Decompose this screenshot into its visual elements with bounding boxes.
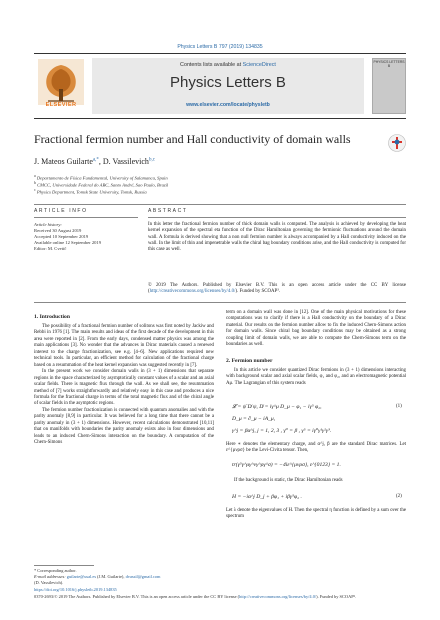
license-prefix: © 2019 The Authors. Published by Elsevier B.V. This is an open access article under the CC BY license ( — [148, 283, 406, 295]
history-heading: Article history: — [34, 222, 62, 227]
info-divider — [34, 217, 138, 218]
abstract-divider — [148, 217, 406, 218]
crossmark-icon[interactable] — [388, 134, 406, 152]
journal-reference[interactable]: Physics Letters B 797 (2019) 134835 — [177, 44, 263, 50]
author-name[interactable]: J. Mateos Guilarte — [34, 157, 93, 166]
section-heading-introduction: 1. Introduction — [34, 314, 70, 320]
abstract-license — [148, 283, 406, 296]
equation-covariant-derivative: D_μ = ∂_μ − iA_μ, — [232, 416, 276, 422]
paragraph: If the background is static, the Dirac Hamiltonian reads — [234, 478, 343, 483]
affiliation-text: CMCC, Universidade Federal do ABC, Santo André, Sao Paulo, Brazil — [37, 182, 169, 188]
affiliation — [34, 188, 147, 195]
copyright-line — [34, 594, 406, 600]
author-name[interactable]: D. Vassilevich — [102, 157, 149, 166]
license-suffix: ). Funded by SCOAP³. — [235, 289, 280, 295]
history-editor: Editor: M. Cvetič — [34, 246, 67, 252]
history-online: Available online 12 September 2019 — [34, 240, 102, 246]
affiliation — [34, 174, 168, 181]
contents-prefix: Contents lists available at — [180, 62, 243, 68]
author-list: J. Mateos Guilarte$^{a,*}$, D. Vassilevich$^{b,c}$ — [34, 157, 155, 166]
abstract-heading: ABSTRACT — [148, 208, 188, 214]
info-top-divider — [34, 204, 406, 205]
elsevier-wordmark: ELSEVIER — [45, 102, 77, 108]
fermion-number-body — [226, 368, 406, 387]
license-link[interactable]: http://creativecommons.org/licenses/by/4.0/ — [239, 594, 317, 599]
cover-title: PHYSICS LETTERS B — [373, 60, 405, 68]
abstract-bottom-divider — [34, 302, 406, 303]
email-label: E-mail addresses: — [34, 573, 67, 579]
paragraph: In the present work we consider domain walls in (3 + 1) dimensions that separate regions in the space characterized by asymptotically constant values of a scalar and an axial scalar fields. There is magnetic flux through the wall. As we shall see, the resummation method of [7] works straightforwardly and relatively easy in this case and produces a nice formula for the fractional charge in terms of the total magnetic flux and of the chiral angle of scalar fields in the asymptotic regions. — [34, 369, 214, 407]
equation-hamiltonian: H = −iα^j D_j + βφ₁ + iβγ⁵φ₂ . — [232, 494, 302, 500]
affiliation-text: Physics Department, Tomsk State University, Tomsk, Russia — [36, 189, 147, 195]
paper-title: Fractional fermion number and Hall conductivity of domain walls — [34, 132, 351, 146]
email-link[interactable]: dvassil@gmail.com — [125, 573, 161, 579]
sciencedirect-link[interactable]: ScienceDirect — [242, 62, 276, 68]
corresponding-author-note: * Corresponding author. — [34, 568, 77, 573]
section-heading-fermion-number: 2. Fermion number — [226, 358, 273, 364]
equation-lagrangian: 𝓛 = ψ̄ D̸ ψ, D̸ = iγ^μ D_μ − φ₁ − iγ⁵ φ₂, — [232, 404, 322, 410]
equation-number: (1) — [396, 404, 402, 409]
affiliation-marker: a — [34, 174, 36, 178]
footnote — [34, 568, 214, 585]
paragraph: In this article we consider quantized Dirac fermions in (3 + 1) dimensions interacting with background scalar and axial scalar fields, φ₁ and φ₂, and an electromagnetic potential Aμ. The Lagrangian of this system reads — [226, 368, 406, 386]
affiliation — [34, 181, 168, 188]
journal-homepage-link[interactable]: www.elsevier.com/locate/physletb — [186, 102, 270, 108]
equation-number: (2) — [396, 494, 402, 499]
history-accepted: Accepted 10 September 2019 — [34, 234, 89, 240]
paragraph: The possibility of a fractional fermion number of solitons was first noted by Jackiw and Rebbi in 1976 [1]. The main results and ideas of the first decade of the development in this area were reported in [2]. From the early days, condensed matter physics was among the main applications [3]. No wonder that the advances in Dirac materials caused a renewed interest to the charge fractionization, see e.g. [4–6]. New applications required new technical tools. In particular, an efficient method for calculation of the fractional charge based on a resummation of the heat kernel expansion was suggested recently in [7]. — [34, 324, 214, 368]
article-info-heading: ARTICLE INFO — [34, 208, 88, 214]
article-history — [34, 222, 138, 252]
copyright-suffix: ). Funded by SCOAP³. — [316, 594, 357, 599]
abstract-text: In this letter the fractional fermion number of thick domain walls is computed. The analysis is achieved by developing the heat kernel expansion of the spectral eta function of the Dirac Hamiltonian governing the fermionic fluctuations around the domain wall. A formula is derived showing that a non null fermion number is always accompanied by a Hall conductivity induced on the wall. In the limit of thin and impenetrable walls the chiral bag boundary conditions arise, and the Hall conductivity is computed for this case as well. — [148, 222, 406, 253]
header-divider — [34, 53, 406, 54]
footnote-divider — [34, 565, 94, 566]
email-owner: (D. Vassilevich). — [34, 579, 64, 585]
header-bottom-divider — [34, 118, 406, 119]
copyright-prefix: 0370-2693/© 2019 The Authors. Published by Elsevier B.V. This is an open access article under the CC BY license ( — [34, 594, 240, 599]
doi-link[interactable]: https://doi.org/10.1016/j.physletb.2019.134835 — [34, 587, 117, 592]
author-affiliation-marker[interactable]: a,* — [92, 157, 99, 163]
paragraph: The fermion number fractionization is connected with quantum anomalies and with the parity anomaly [8,9] in particular. It was believed for a long time that there cannot be a parity anomaly in (3 + 1) dimensions. However, recent calculations demonstrated [10,11] that on manifolds with boundaries the parity anomaly exists also in four dimensions and leads to an induced Chern-Simons interaction on the boundary. A computation of the Chern-Simons — [34, 407, 214, 446]
elsevier-tree-logo — [38, 59, 84, 105]
equation-trace-identity: tr(γ⁵γ^μγ^νγ^ργ^σ) = −4iε^{μνρσ}, ε^{0123} = 1. — [232, 462, 341, 468]
paragraph: Here ∗ denotes the elementary charge, and α^j, β are the standard Dirac matrices. Let ε^{μνρσ} be the Levi-Civita tensor. Then, — [226, 442, 406, 454]
paragraph: Let λ denote the eigenvalues of H. Then the spectral η function is defined by a sum over the spectrum — [226, 508, 406, 520]
journal-title: Physics Letters B — [170, 74, 286, 91]
equation-gamma-matrices: γ^j = βα^j, j = 1, 2, 3 , γ⁰ = β , γ⁵ = iγ⁰γ¹γ²γ³. — [232, 428, 332, 434]
affiliation-marker: c — [34, 188, 36, 192]
email-link[interactable]: guilarte@usal.es — [66, 573, 97, 579]
affiliation-marker: b — [34, 181, 36, 185]
license-link[interactable]: http://creativecommons.org/licenses/by/4.0/ — [149, 289, 236, 295]
author-affiliation-marker[interactable]: b,c — [148, 157, 155, 163]
introduction-body — [34, 324, 214, 447]
introduction-continued: term on a domain wall was done in [12]. One of the main physical motivations for these computations was to clarify if there is a Hall conductivity on the boundary of a Dirac material. Our results on the fermion number allow to fix the induced Chern-Simons action for domain walls. Since chiral bag boundary conditions may be obtained as a strong coupling limit of domain walls, we are able to compute the Chern-Simons term on the boundaries as well. — [226, 310, 406, 348]
email-owner: (J.M. Guilarte), — [96, 573, 126, 579]
history-received: Received 30 August 2019 — [34, 228, 82, 234]
affiliation-text: Departamento de Física Fundamental, University of Salamanca, Spain — [36, 175, 168, 181]
contents-available-line — [92, 62, 364, 68]
